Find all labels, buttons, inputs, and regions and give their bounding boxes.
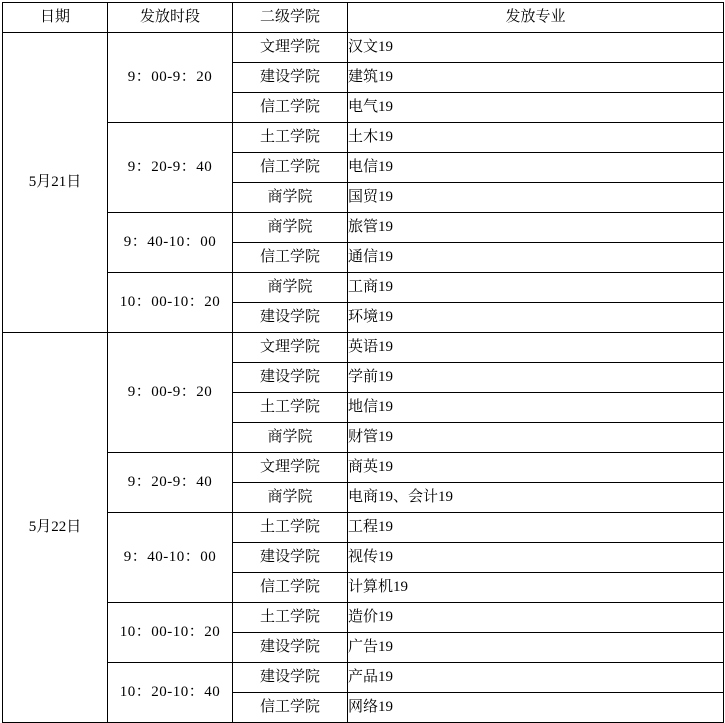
table-row [3,513,724,543]
cell-college: 信工学院 [233,93,348,123]
cell-major: 视传19 [348,543,724,573]
cell-major: 工商19 [348,273,724,303]
cell-major: 产品19 [348,663,724,693]
column-header-college: 二级学院 [233,3,348,33]
cell-major: 网络19 [348,693,724,723]
cell-college: 建设学院 [233,363,348,393]
cell-major: 计算机19 [348,573,724,603]
table-row [3,123,724,153]
cell-time-slot: 10：00-10：20 [108,603,233,663]
cell-major: 电商19、会计19 [348,483,724,513]
cell-major: 广告19 [348,633,724,663]
cell-time-slot: 9：00-9：20 [108,33,233,123]
cell-major: 汉文19 [348,33,724,63]
cell-college: 文理学院 [233,33,348,63]
column-header-time-slot: 发放时段 [108,3,233,33]
cell-time-slot: 9：20-9：40 [108,453,233,513]
cell-date: 5月21日 [3,33,108,333]
cell-college: 商学院 [233,183,348,213]
document-page [0,2,725,715]
cell-major: 造价19 [348,603,724,633]
cell-major: 商英19 [348,453,724,483]
cell-time-slot: 10：20-10：40 [108,663,233,723]
table-row [3,33,724,63]
cell-major: 国贸19 [348,183,724,213]
cell-college: 商学院 [233,213,348,243]
cell-time-slot: 10：00-10：20 [108,273,233,333]
cell-major: 英语19 [348,333,724,363]
cell-major: 地信19 [348,393,724,423]
table-row [3,663,724,693]
cell-major: 旅管19 [348,213,724,243]
cell-major: 通信19 [348,243,724,273]
cell-college: 文理学院 [233,333,348,363]
cell-college: 建设学院 [233,633,348,663]
cell-major: 建筑19 [348,63,724,93]
distribution-schedule-table [2,2,724,723]
cell-time-slot: 9：40-10：00 [108,213,233,273]
cell-major: 电气19 [348,93,724,123]
cell-major: 电信19 [348,153,724,183]
table-row [3,273,724,303]
cell-major: 工程19 [348,513,724,543]
cell-major: 环境19 [348,303,724,333]
column-header-major: 发放专业 [348,3,724,33]
cell-college: 商学院 [233,423,348,453]
cell-college: 文理学院 [233,453,348,483]
cell-college: 土工学院 [233,123,348,153]
table-header-row [3,3,724,33]
table-row [3,213,724,243]
cell-college: 土工学院 [233,603,348,633]
table-body [3,33,724,723]
cell-time-slot: 9：40-10：00 [108,513,233,603]
table-row [3,333,724,363]
cell-college: 信工学院 [233,153,348,183]
table-header [3,3,724,33]
cell-major: 财管19 [348,423,724,453]
cell-college: 商学院 [233,273,348,303]
table-row [3,453,724,483]
cell-college: 信工学院 [233,243,348,273]
cell-college: 商学院 [233,483,348,513]
cell-time-slot: 9：00-9：20 [108,333,233,453]
cell-college: 建设学院 [233,63,348,93]
cell-college: 信工学院 [233,693,348,723]
cell-major: 土木19 [348,123,724,153]
cell-time-slot: 9：20-9：40 [108,123,233,213]
cell-major: 学前19 [348,363,724,393]
cell-college: 信工学院 [233,573,348,603]
cell-college: 建设学院 [233,543,348,573]
cell-date: 5月22日 [3,333,108,723]
cell-college: 土工学院 [233,513,348,543]
cell-college: 建设学院 [233,663,348,693]
table-row [3,603,724,633]
column-header-date: 日期 [3,3,108,33]
cell-college: 建设学院 [233,303,348,333]
cell-college: 土工学院 [233,393,348,423]
